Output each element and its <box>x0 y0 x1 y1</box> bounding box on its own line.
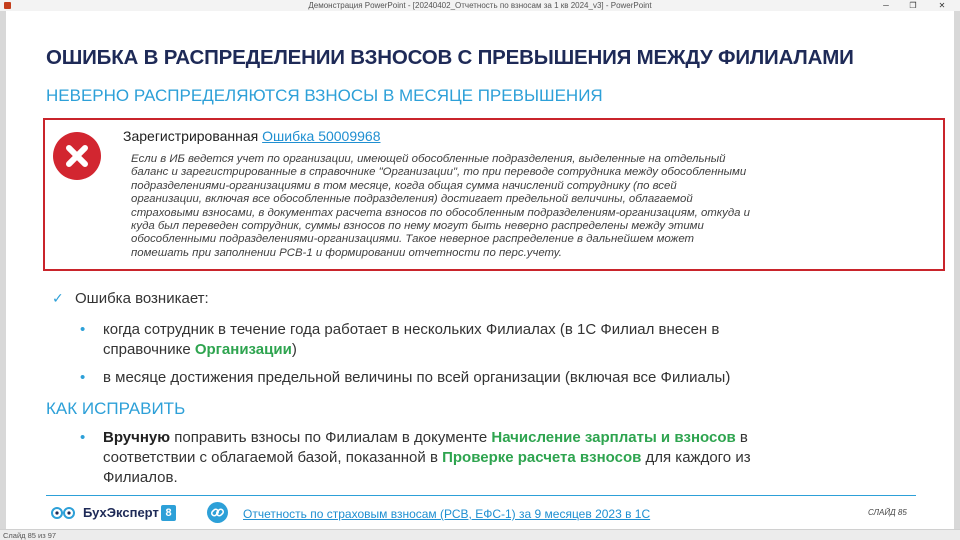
error-description <box>131 153 931 260</box>
error-x-icon <box>53 132 101 180</box>
fix-item-line-1 <box>103 428 751 448</box>
fix-item-line-2 <box>103 448 751 468</box>
error-description-line: баланс и зарегистрированные в справочнике "Организации", то при переводе сотрудника между обособленными <box>131 166 747 179</box>
slide-subtitle: НЕВЕРНО РАСПРЕДЕЛЯЮТСЯ ВЗНОСЫ В МЕСЯЦЕ ПРЕВЫШЕНИЯ <box>46 86 603 105</box>
occurs-item-1 <box>103 320 719 360</box>
slide-number: СЛАЙД 85 <box>868 508 907 517</box>
occurs-item-1-line-1: когда сотрудник в течение года работает в нескольких Филиалах (в 1С Филиал внесен в <box>103 321 720 338</box>
right-edge-bar <box>954 11 960 529</box>
bullet-icon: • <box>80 321 86 338</box>
slide-counter: Слайд 85 из 97 <box>3 531 57 540</box>
fix-text-2-end: для каждого из <box>641 449 751 466</box>
window-title-bar <box>0 0 960 11</box>
left-edge-bar <box>0 11 6 529</box>
footer-divider <box>46 495 916 496</box>
bullet-icon: • <box>80 429 86 446</box>
fix-item <box>103 428 751 488</box>
fix-text-2: соответствии с облагаемой базой, показанной в <box>103 449 443 466</box>
close-button[interactable]: ✕ <box>938 1 946 10</box>
owl-logo-icon <box>48 506 78 520</box>
logo-badge: 8 <box>161 505 176 521</box>
status-bar <box>0 529 960 540</box>
window-title: Демонстрация PowerPoint - [20240402_Отчетность по взносам за 1 кв 2024_v3] - PowerPoint <box>308 1 652 10</box>
error-number-link[interactable]: Ошибка 50009968 <box>262 128 381 144</box>
checkmark-icon: ✓ <box>52 290 64 306</box>
error-description-line: подразделениями-организациями в том месяце, когда общая сумма начислений сотруднику (по всей <box>131 179 677 192</box>
occurs-item-1-prefix: справочнике <box>103 341 195 358</box>
error-description-line: организации, включая все обособленные подразделения) достигает предельной величины, облагаемой <box>131 193 693 206</box>
logo-text: БухЭксперт <box>83 505 159 520</box>
fix-bold-word: Вручную <box>103 429 171 446</box>
footer-report-link[interactable]: Отчетность по страховым взносам (РСВ, ЕФС-1) за 9 месяцев 2023 в 1С <box>243 507 651 521</box>
error-description-line: куда был переведен сотрудник, суммы взносов по нему могут быть неверно распределены между этими <box>131 220 704 233</box>
error-description-line: помешать при заполнении РСВ-1 и формировании отчетности по перс.учету. <box>131 246 562 259</box>
occurs-item-1-line-2 <box>103 340 719 360</box>
occurs-item-2 <box>103 368 730 388</box>
slide-title: ОШИБКА В РАСПРЕДЕЛЕНИИ ВЗНОСОВ С ПРЕВЫШЕНИЯ МЕЖДУ ФИЛИАЛАМИ <box>46 46 854 69</box>
error-description-line: страховыми взносами, в документах расчета взносов по обособленным подразделениям-организациям, откуда и <box>131 206 750 219</box>
bullet-icon: • <box>80 369 86 386</box>
fix-heading: КАК ИСПРАВИТЬ <box>46 399 186 418</box>
occurs-item-2-line: в месяце достижения предельной величины по всей организации (включая все Филиалы) <box>103 369 731 386</box>
contribution-check-reference: Проверке расчета взносов <box>442 449 642 466</box>
organizations-reference: Организации <box>194 341 292 358</box>
error-heading-prefix: Зарегистрированная <box>123 128 263 144</box>
payroll-document-reference: Начисление зарплаты и взносов <box>491 429 736 446</box>
error-heading <box>123 128 380 144</box>
error-description-line: обособленными подразделениями-организациями. Такое неверное распределение в дальнейшем может <box>131 233 695 246</box>
occurs-heading: Ошибка возникает: <box>75 290 209 307</box>
occurs-item-1-suffix: ) <box>291 341 297 358</box>
link-icon[interactable] <box>207 502 228 523</box>
error-description-box <box>43 118 945 271</box>
fix-text-1: поправить взносы по Филиалам в документе <box>170 429 492 446</box>
error-description-line: Если в ИБ ведется учет по организации, имеющей обособленные подразделения, выделенные на отдельный <box>131 153 726 165</box>
maximize-button[interactable]: ❐ <box>909 1 917 10</box>
fix-text-1-end: в <box>735 429 748 446</box>
minimize-button[interactable]: ─ <box>883 1 889 10</box>
fix-item-line-3: Филиалов. <box>103 469 178 486</box>
